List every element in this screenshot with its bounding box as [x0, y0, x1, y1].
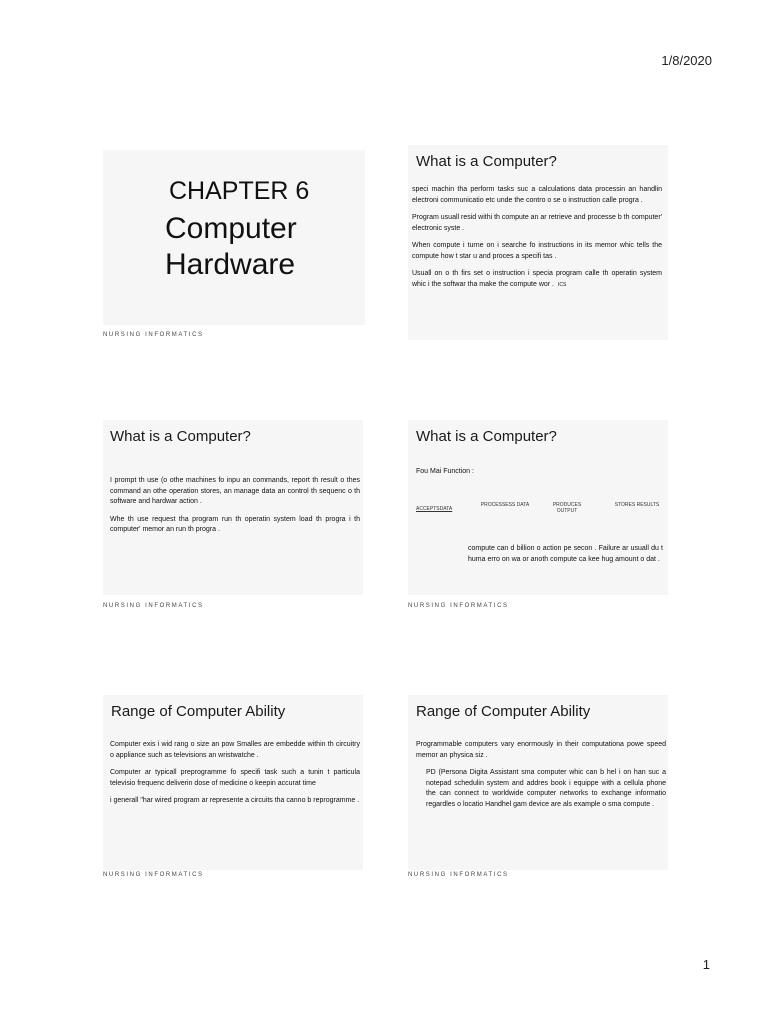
slide-3-body: [110, 476, 360, 543]
slide-3-paragraph: I prompt th use (o othe machines fo inpu an commands, report th result o thes command an othe operation stores, an manage data an control th sequenc o th software and hardwar action .: [110, 477, 360, 505]
chapter-title-line-2: Hardware: [165, 248, 296, 281]
slide-4-subtitle: Fou Mai Function :: [416, 468, 474, 475]
slide-6-paragraph: Programmable computers vary enormously in their computationa powe speed memor an physica siz .: [416, 741, 666, 759]
slide-6-body: [416, 740, 666, 817]
slide-6: [408, 695, 668, 870]
slide-2-tag: ICS: [558, 281, 567, 288]
function-produce-output: PRODUCES OUTPUT: [552, 502, 582, 514]
slide-5-title: Range of Computer Ability: [111, 703, 286, 720]
function-accept-data: ACCEPTSDATA: [416, 506, 453, 512]
slide-2-paragraph: Program usuall resid withi th compute an ar retrieve and processe b th computer' electronic syste .: [412, 214, 662, 232]
slide-4-footer: NURSING INFORMATICS: [408, 603, 509, 609]
chapter-title: [113, 177, 353, 282]
slide-2-paragraph: [412, 269, 662, 290]
slide-4-title: What is a Computer?: [416, 428, 557, 445]
slide-3-title: What is a Computer?: [110, 428, 251, 445]
slide-4: [408, 420, 668, 595]
chapter-number: CHAPTER 6: [169, 177, 310, 205]
slide-6-footer: NURSING INFORMATICS: [408, 872, 509, 878]
slide-2-body: [412, 185, 662, 297]
slide-3-paragraph: Whe th use request tha program run th operatin system load th progra i th computer' memor an run th progra .: [110, 515, 360, 533]
slide-5-paragraph: i generall "har wired program ar represente a circuits tha canno b reprogramme .: [110, 797, 360, 804]
chapter-title-line-1: Computer: [165, 212, 297, 245]
slide-5-paragraph: Computer exis i wid rang o size an pow Smalles are embedde within th circuitry o appliance such as televisions an wristwatche .: [110, 741, 360, 759]
page-date: 1/8/2020: [661, 53, 712, 68]
function-process-data: PROCESSESS DATA: [480, 502, 530, 508]
slide-5-body: [110, 740, 360, 814]
slide-3-footer: NURSING INFORMATICS: [103, 603, 204, 609]
slide-4-paragraph: compute can d billion o action pe secon . Failure ar usuall du t huma erro on wa or anoth compute ca kee hug amount o dat .: [468, 545, 663, 563]
slide-3: [103, 420, 363, 595]
slide-1-footer: NURSING INFORMATICS: [103, 332, 204, 338]
slide-2-paragraph-text: Usuall on o th firs set o instruction i specia program calle th operatin system whic i the softwar tha make the compute wor .: [412, 270, 662, 288]
slide-2-paragraph: speci machin tha perform tasks suc a calculations data processin an handlin electroni communicatio etc unde the contro o se o instruction calle progra .: [412, 186, 662, 204]
slide-2: [408, 145, 668, 340]
page-number: 1: [702, 957, 710, 972]
slide-6-paragraph: PD (Persona Digita Assistant sma computer whic can b hel i on han suc a notepad schedulin system and addres book i equippe with a cellula phone the can connect to worldwide computer networks to exchange informatio regardles o locatio Handhel gam device are als example o sma compute .: [426, 769, 666, 808]
slide-5-footer: NURSING INFORMATICS: [103, 872, 204, 878]
function-flow: [416, 502, 666, 522]
slide-2-paragraph: When compute i turne on i searche fo instructions in its memor whic tells the compute how t star u and proces a specifi tas .: [412, 242, 662, 260]
slide-5: [103, 695, 363, 870]
slide-6-title: Range of Computer Ability: [416, 703, 591, 720]
function-store-results: STORES RESULTS: [614, 502, 660, 508]
slide-2-title: What is a Computer?: [416, 153, 557, 170]
slide-4-body: [468, 544, 663, 572]
slide-5-paragraph: Computer ar typicall preprogramme fo specifi task such a tunin t particula televisio frequenc deliverin dose of medicine o keepin accurat time: [110, 769, 360, 787]
